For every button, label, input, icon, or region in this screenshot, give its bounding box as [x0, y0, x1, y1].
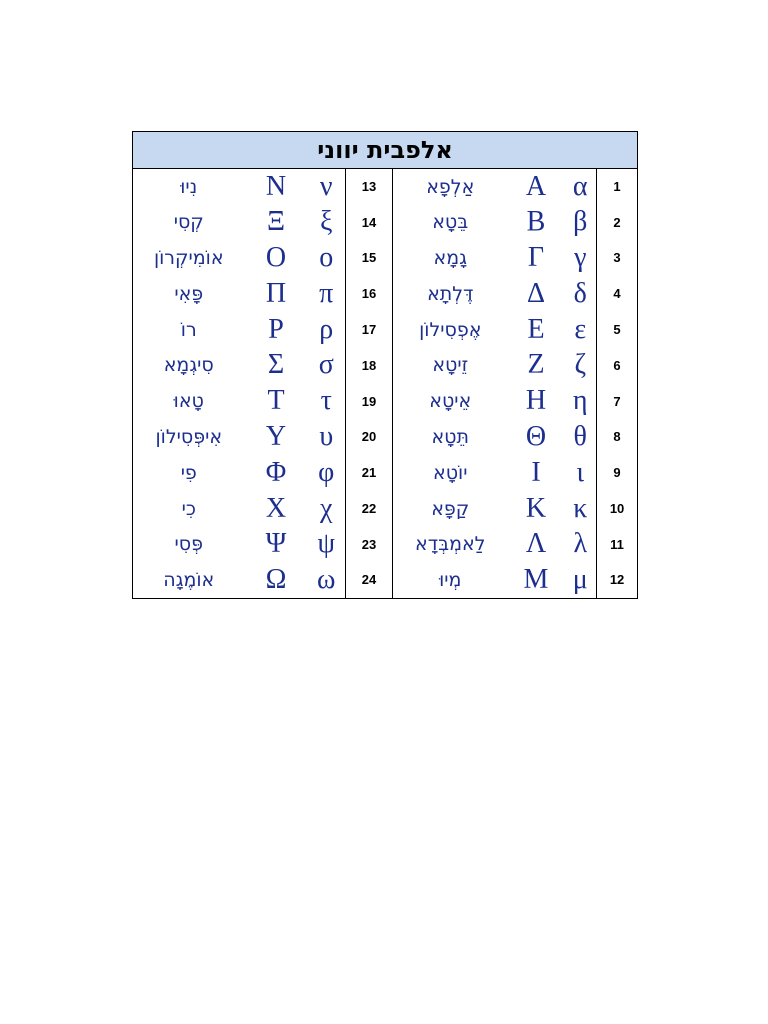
letter-number: 11 — [597, 526, 638, 562]
uppercase-letter: Ε — [527, 313, 545, 345]
uppercase-letter: Β — [526, 206, 546, 238]
lowercase-letter: π — [319, 277, 334, 309]
lowercase-letter: ι — [576, 456, 585, 488]
letter-name: קְסִי — [173, 211, 204, 234]
letter-number: 5 — [597, 312, 638, 348]
letter-name: אַלְפָא — [393, 169, 508, 205]
uppercase-letter: Θ — [525, 420, 547, 452]
table-title: אלפבית יווני — [133, 132, 638, 169]
lowercase-letter: τ — [320, 385, 332, 417]
letter-name: טָאוּ — [173, 390, 204, 413]
letter-number: 21 — [346, 455, 393, 491]
letter-number: 20 — [346, 419, 393, 455]
letter-number: 22 — [346, 491, 393, 527]
letter-name: אוֹמֶגָה — [163, 568, 215, 591]
letter-name: סִיגְמָא — [163, 354, 214, 377]
uppercase-letter: Χ — [265, 492, 287, 524]
table-row — [133, 419, 638, 455]
uppercase-letter: Μ — [523, 563, 549, 595]
table-row — [133, 491, 638, 527]
lowercase-letter: φ — [318, 456, 335, 488]
lowercase-letter: ψ — [317, 528, 336, 560]
letter-number: 8 — [597, 419, 638, 455]
letter-number: 1 — [597, 169, 638, 205]
uppercase-letter: Υ — [265, 420, 287, 452]
uppercase-letter: Η — [525, 385, 547, 417]
lowercase-letter: δ — [573, 277, 587, 309]
letter-number: 23 — [346, 526, 393, 562]
lowercase-letter: η — [572, 385, 588, 417]
letter-number: 9 — [597, 455, 638, 491]
uppercase-letter: Ο — [265, 241, 287, 273]
letter-name: תֵּטָא — [393, 419, 508, 455]
letter-number: 3 — [597, 240, 638, 276]
uppercase-letter: Ψ — [265, 528, 287, 560]
table-row — [133, 240, 638, 276]
letter-number: 7 — [597, 383, 638, 419]
lowercase-letter: ν — [319, 170, 333, 202]
table-row — [133, 383, 638, 419]
table-row — [133, 276, 638, 312]
letter-number: 17 — [346, 312, 393, 348]
table-row — [133, 204, 638, 240]
lowercase-letter: ξ — [320, 206, 333, 238]
uppercase-letter: Ν — [265, 170, 287, 202]
letter-name: אֵיטָא — [393, 383, 508, 419]
letter-name: כִי — [181, 497, 196, 520]
table-row — [133, 526, 638, 562]
uppercase-letter: Ω — [265, 563, 287, 595]
letter-name: גָמָא — [393, 240, 508, 276]
letter-name: פִי — [180, 461, 197, 484]
letter-number: 12 — [597, 562, 638, 598]
letter-name: לַאמְבְּדָא — [393, 526, 508, 562]
lowercase-letter: χ — [320, 492, 333, 524]
letter-number: 14 — [346, 204, 393, 240]
uppercase-letter: Δ — [526, 277, 545, 309]
letter-name: רוֹ — [180, 318, 197, 341]
letter-number: 4 — [597, 276, 638, 312]
letter-name: מְיוּ — [393, 562, 508, 598]
letter-number: 13 — [346, 169, 393, 205]
letter-number: 16 — [346, 276, 393, 312]
letter-name: קַפָּא — [393, 491, 508, 527]
letter-name: אִיפְּסִילוֹן — [155, 425, 223, 448]
uppercase-letter: Λ — [525, 528, 547, 560]
lowercase-letter: μ — [572, 563, 588, 595]
uppercase-letter: Κ — [525, 492, 547, 524]
uppercase-letter: Ι — [531, 456, 541, 488]
letter-number: 10 — [597, 491, 638, 527]
letter-name: נִיוּ — [180, 175, 198, 198]
lowercase-letter: κ — [573, 492, 588, 524]
lowercase-letter: β — [573, 206, 588, 238]
letter-name: יוֹטָא — [393, 455, 508, 491]
letter-name: אוֹמִיקְרוֹן — [153, 246, 224, 269]
uppercase-letter: Ρ — [268, 313, 284, 345]
letter-name: אֶפְסִילוֹן — [393, 312, 508, 348]
lowercase-letter: θ — [573, 420, 587, 452]
uppercase-letter: Π — [265, 277, 287, 309]
uppercase-letter: Ξ — [266, 206, 285, 238]
greek-alphabet-table — [132, 131, 638, 599]
uppercase-letter: Φ — [265, 456, 287, 488]
letter-name: דֶּלְתָא — [393, 276, 508, 312]
lowercase-letter: ε — [574, 313, 587, 345]
lowercase-letter: υ — [319, 420, 334, 452]
letter-number: 19 — [346, 383, 393, 419]
letter-number: 18 — [346, 347, 393, 383]
lowercase-letter: λ — [573, 528, 588, 560]
lowercase-letter: ρ — [319, 313, 334, 345]
uppercase-letter: Γ — [527, 241, 545, 273]
uppercase-letter: Α — [525, 170, 547, 202]
letter-name: בֵּטָא — [393, 204, 508, 240]
letter-name: פָּאִי — [174, 282, 204, 305]
table-row — [133, 169, 638, 205]
lowercase-letter: σ — [318, 349, 334, 381]
lowercase-letter: ο — [319, 241, 334, 273]
uppercase-letter: Σ — [267, 349, 285, 381]
lowercase-letter: ζ — [574, 349, 587, 381]
letter-number: 15 — [346, 240, 393, 276]
letter-name: פְּסִי — [174, 533, 203, 556]
table-body — [133, 169, 638, 599]
lowercase-letter: γ — [574, 241, 587, 273]
letter-number: 2 — [597, 204, 638, 240]
letter-number: 6 — [597, 347, 638, 383]
uppercase-letter: Τ — [267, 385, 285, 417]
lowercase-letter: α — [572, 170, 588, 202]
letter-name: זֵיטָא — [393, 347, 508, 383]
table-row — [133, 312, 638, 348]
uppercase-letter: Ζ — [527, 349, 545, 381]
table-row — [133, 347, 638, 383]
letter-number: 24 — [346, 562, 393, 598]
table-row — [133, 455, 638, 491]
lowercase-letter: ω — [317, 563, 336, 595]
table-row — [133, 562, 638, 598]
